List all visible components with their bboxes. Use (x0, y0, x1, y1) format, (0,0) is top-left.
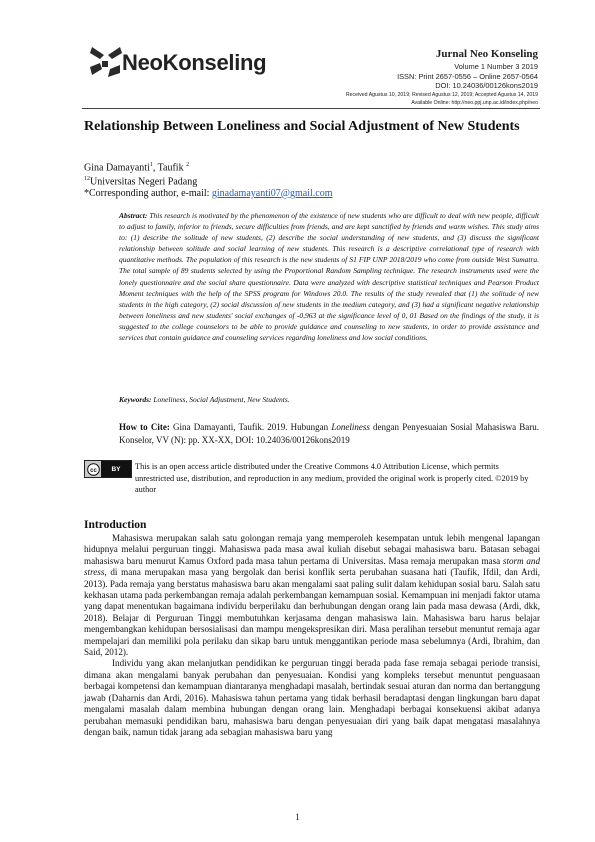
journal-volume: Volume 1 Number 3 2019 (454, 62, 538, 71)
citation-text-b: dengan Penyesuaian Sosial Mahasiswa Baru. Konselor, VV (N): pp. XX-XX, DOI: 10.24036/00126kons2019 (119, 422, 539, 445)
author-1-sup: 1 (149, 162, 153, 168)
journal-doi: DOI: 10.24036/00126kons2019 (435, 81, 538, 91)
keywords (119, 394, 539, 405)
author-block (84, 160, 524, 199)
introduction-body (84, 533, 540, 738)
abstract-label: Abstract: (119, 211, 148, 220)
corresponding-line (84, 188, 524, 200)
cc-icon (85, 461, 101, 477)
cc-license-badge[interactable] (84, 460, 132, 478)
affiliation-line (84, 174, 524, 188)
section-heading-introduction: Introduction (84, 519, 147, 531)
author-2-sup: 2 (186, 162, 190, 168)
author-separator: , Taufik (152, 162, 187, 174)
journal-issn: ISSN: Print 2657-0556 – Online 2657-0564 (397, 71, 538, 81)
paragraph-1 (84, 533, 540, 658)
abstract-text: This research is motivated by the phenomenon of the existence of new students who are difficult to deal with new people, difficult to adjust to family, inferior to friends, secure difficulties from friends, and are kept sanctified by friends and warm wishes. This study aims to: (1) describe the solitude of new students, (2) describe the social understanding of new students, and (3) discuss the significant relationship between solitude and social learning of new students. This research is a descriptive correlational type of research with quantitative methods. The population of this research is the new students of S1 FIP UNP 2018/2019 who come from outside West Sumatra. The total sample of 89 students selected by using the Proportional Random Sampling technique. The research instruments used were the lonely questionnaire and the social share questionnaire. Data were analyzed with descriptive statistical techniques and Pearson Product Moment techniques with the help of the SPSS program for Windows 20.0. The results of the study revealed that (1) the solitude of new students in the high category, (2) social discussion of new students in the medium category, and (3) had a significant negative relationship between loneliness and new students' social exchanges of -0,963 at the significance level of 0, 01 Based on the findings of the study, it is suggested to the college counselors to be able to provide guidance and counseling to new students, in order to provide assistance and services that contain guidance and counseling services regarding loneliness and low social conditions. (119, 211, 539, 343)
author-line (84, 160, 524, 174)
paragraph-1-a: Mahasiswa merupakan salah satu golongan remaja yang memperoleh kesempatan untuk lebih mengenal lapangan hidupnya melalui perguruan tinggi. Mahasiswa pada masa awal kuliah disebut sebagai mahasiswa baru. Batasan sebagai mahasiswa baru menurut Kamus Oxford pada masa tahun pertama di Universitas. Masa remaja merupakan masa (84, 533, 540, 566)
license-text: This is an open access article distributed under the Creative Commons 4.0 Attribution License, which permits unrestricted use, distribution, and reproduction in any medium, provided the original work is properly cited. ©2019 by author (135, 462, 529, 494)
journal-received: Received Agustus 10, 2019; Revised Agustus 12, 2019; Accepted Agustus 14, 2019 (345, 91, 538, 98)
affiliation-sup: 12 (84, 175, 90, 182)
journal-online: Available Online: http://neo.ppj.unp.ac.id/index.php/neo (411, 99, 538, 106)
citation-text-a: Gina Damayanti, Taufik. 2019. Hubungan (169, 422, 332, 432)
by-icon: BY (101, 461, 131, 477)
keywords-label: Keywords: (119, 395, 152, 404)
affiliation: Universitas Negeri Padang (90, 176, 198, 188)
abstract (119, 210, 539, 343)
citation-text-em: Loneliness (331, 422, 370, 432)
journal-title: Jurnal Neo Konseling (435, 48, 538, 60)
citation-label: How to Cite: (119, 422, 170, 432)
author-1: Gina Damayanti (84, 162, 150, 174)
neokonseling-logo-mark (88, 45, 122, 81)
journal-info (346, 48, 538, 107)
article-title: Relationship Between Loneliness and Social Adjustment of New Students (84, 119, 520, 134)
paragraph-2: Individu yang akan melanjutkan pendidikan ke perguruan tinggi berada pada fase remaja sebagai periode transisi, dimana akan mengalami banyak perubahan dan penyesuaian. Kondisi yang kompleks tersebut menuntut penguasaan berbagai kompetensi dan kemampuan diantaranya menghadapi masalah, bertindak sesuai aturan dan norma dan bertanggung jawab (Daharnis dan Ardi, 2016). Mahasiswa tahun pertama yang tidak berhasil beradaptasi dengan lingkungan baru dapat mengalami masalah dalam membina hubungan dengan orang lain. Menghadapi berbagai konsekuensi akibat adanya perubahan memasuki pendidikan baru, mahasiswa baru dengan penyesuaian diri yang baik dapat mengatasi masalahnya dengan baik, namun tidak jarang ada sebagian mahasiswa baru yang (84, 658, 540, 737)
corresponding-label: *Corresponding author, e-mail: (84, 187, 212, 199)
keywords-text: Loneliness, Social Adjustment, New Students. (151, 395, 290, 404)
corresponding-email-link[interactable]: ginadamayanti07@gmail.com (211, 187, 333, 199)
brand-logo-text: NeoKonseling (122, 50, 267, 75)
cc-icon-text: cc (89, 467, 97, 474)
paragraph-1-b: di mana merupakan masa yang bergolak dan berisi konflik serta perubahan suasana hati (Taufik, Ifdil, dan Ardi, 2013). Pada remaja yang berstatus mahasiswa baru akan mengalami saat paling sulit dalam kehidupan sosial baru. Salah satu kekhasan utama pada perkembangan remaja adalah perkembangan kemampuan sosial. Kemampuan ini menjadi faktor utama yang dapat menentukan bagaimana individu berperilaku dan berhubungan dengan orang lain pada masa dewasa (Ardi, dkk, 2018). Belajar di Perguruan Tinggi membutuhkan kerjasama dengan mahasiswa lain. Mahasiswa baru harus belajar mengembangkan kehidupan bersosialisasi dan mampu mengekspresikan diri. Masa peralihan tersebut menuntut remaja agar mempelajari dan memiliki pola perilaku dan sikap baru untuk menggantikan periode masa sebelumnya (Ardi, Ibrahim, dan Said, 2012). (84, 567, 540, 658)
paragraph-1-em: storm and stress, (84, 555, 540, 578)
citation (119, 421, 539, 446)
header-divider (82, 108, 540, 109)
page-number: 1 (295, 812, 300, 822)
